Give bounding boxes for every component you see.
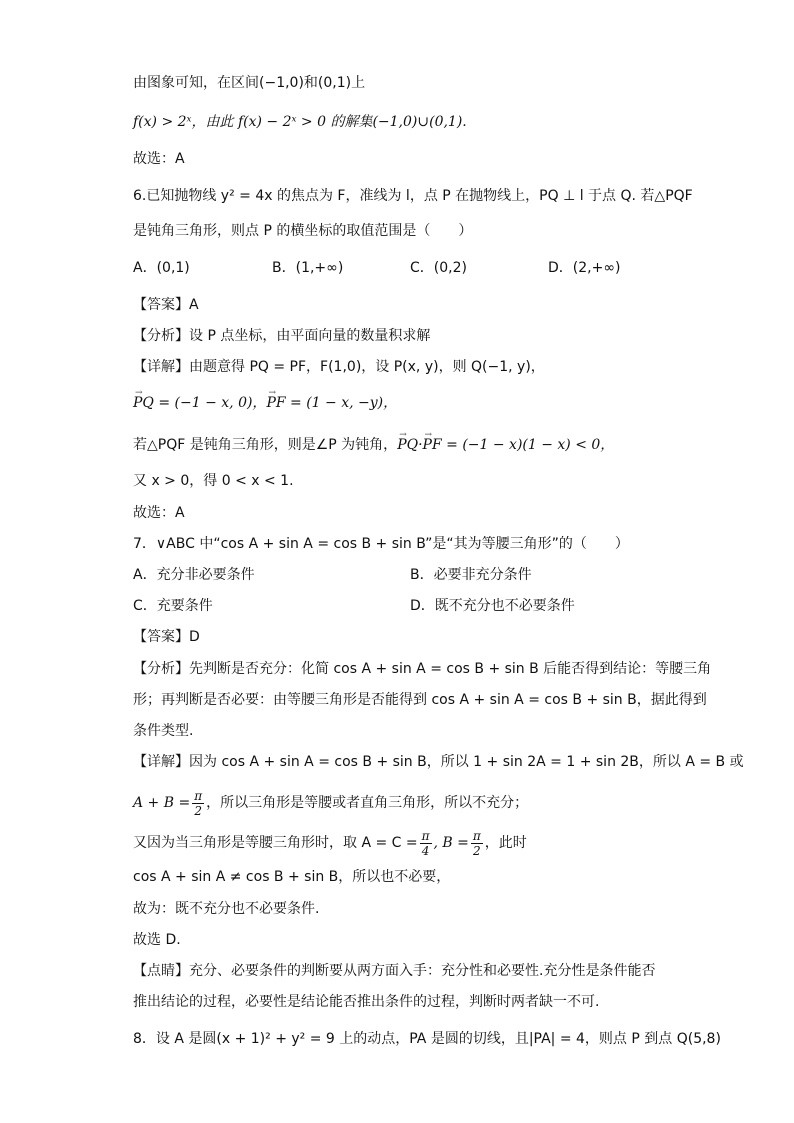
equation-part: A + B = — [133, 795, 191, 811]
question-7-stem: 7．∨ABC 中“cos A + sin A = cos B + sin B”是“其为等腰三角形”的（ ） — [133, 536, 629, 552]
choose-text: 故选 D. — [133, 932, 181, 948]
detail-text: 【详解】由题意得 PQ = PF，F(1,0)，设 P(x, y)，则 Q(−1, y)， — [133, 359, 545, 375]
text-line: 故选：A — [133, 151, 185, 167]
detail-text — [133, 828, 674, 858]
detail-text-part: ，此时 — [484, 835, 527, 851]
note-text: 推出结论的过程，必要性是结论能否推出条件的过程，判断时两者缺一不可. — [133, 994, 600, 1010]
vector-line — [133, 393, 674, 413]
detail-text — [133, 435, 674, 455]
fraction-numerator: π — [472, 828, 481, 843]
fraction — [192, 789, 204, 818]
answer-label: 【答案】A — [133, 297, 199, 313]
q7-option-c: C．充要条件 — [133, 598, 213, 614]
detail-text: 又 x > 0，得 0 < x < 1. — [133, 473, 294, 489]
detail-text-part: 又因为当三角形是等腰三角形时，取 A = C = — [133, 835, 418, 851]
detail-text: cos A + sin A ≠ cos B + sin B，所以也不必要， — [133, 869, 451, 885]
analysis-text: 形；再判断是否必要：由等腰三角形是否能得到 cos A + sin A = cos B + sin B，据此得到 — [133, 692, 707, 708]
note-text: 【点睛】充分、必要条件的判断要从两方面入手：充分性和必要性.充分性是条件能否 — [133, 963, 656, 979]
question-6-stem: 是钝角三角形，则点 P 的横坐标的取值范围是（ ） — [133, 223, 473, 239]
analysis-text: 【分析】设 P 点坐标，由平面向量的数量积求解 — [133, 328, 431, 344]
detail-text — [133, 788, 674, 818]
equation-part: , B = — [433, 835, 469, 851]
question-8-stem: 8．设 A 是圆(x + 1)² + y² = 9 上的动点，PA 是圆的切线，且|PA| = 4，则点 P 到点 Q(5,8) — [133, 1031, 721, 1047]
detail-text: 故为：既不充分也不必要条件. — [133, 901, 320, 917]
analysis-text: 条件类型. — [133, 723, 194, 739]
dot-product-value: = (−1 − x)(1 − x) < 0， — [441, 437, 615, 453]
detail-text-part: ，所以三角形是等腰或者直角三角形，所以不充分； — [206, 795, 529, 811]
vector-pf: → PF — [423, 435, 442, 455]
vector-pq: → PQ — [133, 393, 154, 413]
q6-option-b: B．(1,+∞) — [272, 260, 344, 276]
detail-text-part: 若△PQF 是钝角三角形，则是∠P 为钝角， — [133, 437, 398, 453]
vector-pf-value: = (1 − x, −y)， — [285, 395, 398, 411]
fraction — [420, 829, 432, 858]
q6-option-c: C．(0,2) — [410, 260, 467, 276]
q6-option-a: A．(0,1) — [133, 260, 190, 276]
q7-option-a: A．充分非必要条件 — [133, 567, 255, 583]
question-6-stem: 6.已知抛物线 y² = 4x 的焦点为 F，准线为 l，点 P 在抛物线上，PQ ⊥ l 于点 Q. 若△PQF — [133, 188, 693, 204]
analysis-text: 【分析】先判断是否充分：化简 cos A + sin A = cos B + sin B 后能否得到结论：等腰三角 — [133, 661, 712, 677]
answer-label: 【答案】D — [133, 629, 200, 645]
q7-option-b: B．必要非充分条件 — [410, 567, 532, 583]
dot-operator: · — [418, 437, 423, 453]
fraction — [471, 829, 483, 858]
fraction-numerator: π — [194, 788, 203, 803]
text-line: 由图象可知，在区间(−1,0)和(0,1)上 — [133, 75, 366, 91]
fraction-denominator: 2 — [194, 803, 202, 818]
detail-text: 【详解】因为 cos A + sin A = cos B + sin B，所以 1 + sin 2A = 1 + sin 2B，所以 A = B 或 — [133, 754, 744, 770]
q6-option-d: D．(2,+∞) — [548, 260, 621, 276]
fraction-denominator: 2 — [473, 843, 481, 858]
choose-text: 故选：A — [133, 505, 185, 521]
vector-pf: → PF — [266, 393, 285, 413]
fraction-denominator: 4 — [421, 843, 430, 858]
vector-pq-value: = (−1 − x, 0)， — [153, 395, 267, 411]
q7-option-d: D．既不充分也不必要条件 — [410, 598, 575, 614]
text-line: f(x) > 2ˣ，由此 f(x) − 2ˣ > 0 的解集(−1,0)∪(0,1). — [133, 114, 467, 130]
vector-pq: → PQ — [397, 435, 418, 455]
fraction-numerator: π — [421, 828, 430, 843]
